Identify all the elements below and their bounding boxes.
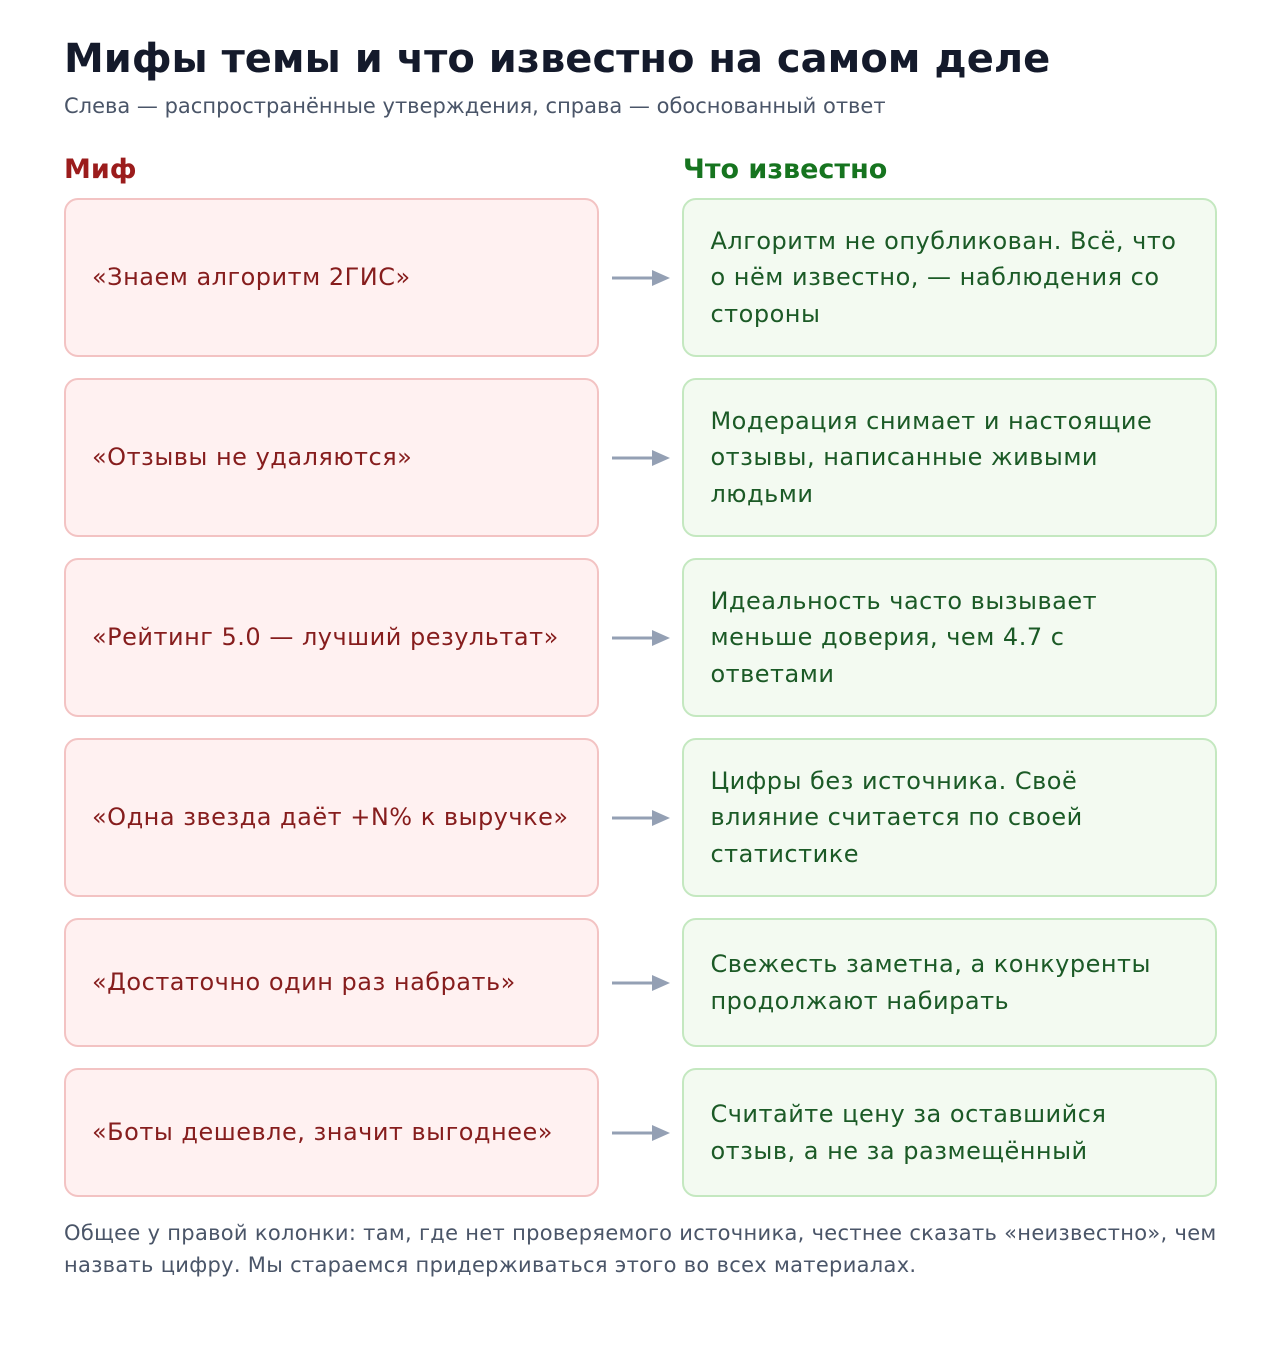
myth-text: «Достаточно один раз набрать» bbox=[92, 968, 516, 997]
myth-text: «Одна звезда даёт +N% к выручке» bbox=[92, 803, 569, 832]
arrow-right-icon bbox=[612, 808, 670, 828]
footnote: Общее у правой колонки: там, где нет проверяемого источника, честнее сказать «неизвестно», чем назвать цифру. Мы стараемся придерживаться этого во всех материалах. bbox=[64, 1221, 1217, 1277]
fact-box bbox=[682, 558, 1217, 717]
fact-box bbox=[682, 1068, 1217, 1197]
connector bbox=[599, 1068, 683, 1197]
arrow-right-icon bbox=[612, 448, 670, 468]
comparison-row bbox=[64, 918, 1217, 1047]
connector bbox=[599, 738, 683, 897]
comparison-row bbox=[64, 738, 1217, 897]
myth-box bbox=[64, 918, 599, 1047]
fact-column-header: Что известно bbox=[683, 154, 888, 185]
page-title: Мифы темы и что известно на самом деле bbox=[64, 36, 1051, 82]
myth-box bbox=[64, 198, 599, 357]
connector bbox=[599, 558, 683, 717]
fact-box bbox=[682, 738, 1217, 897]
connector bbox=[599, 918, 683, 1047]
myth-box bbox=[64, 558, 599, 717]
arrow-right-icon bbox=[612, 1123, 670, 1143]
column-headers bbox=[64, 150, 1217, 190]
fact-text: Считайте цену за оставшийся отзыв, а не за размещённый bbox=[710, 1100, 1107, 1165]
myth-text: «Знаем алгоритм 2ГИС» bbox=[92, 263, 411, 292]
myth-text: «Отзывы не удаляются» bbox=[92, 443, 413, 472]
comparison-row bbox=[64, 558, 1217, 717]
comparison-row bbox=[64, 198, 1217, 357]
connector bbox=[599, 378, 683, 537]
arrow-right-icon bbox=[612, 628, 670, 648]
myth-box bbox=[64, 378, 599, 537]
myth-text: «Боты дешевле, значит выгоднее» bbox=[92, 1118, 553, 1147]
myth-box bbox=[64, 738, 599, 897]
arrow-right-icon bbox=[612, 973, 670, 993]
connector bbox=[599, 198, 683, 357]
fact-box bbox=[682, 198, 1217, 357]
myth-text: «Рейтинг 5.0 — лучший результат» bbox=[92, 623, 559, 652]
fact-text: Свежесть заметна, а конкуренты продолжают набирать bbox=[710, 950, 1151, 1015]
fact-text: Модерация снимает и настоящие отзывы, написанные живыми людьми bbox=[710, 406, 1153, 508]
fact-text: Цифры без источника. Своё влияние считается по своей статистике bbox=[710, 766, 1083, 868]
comparison-row bbox=[64, 378, 1217, 537]
comparison-rows bbox=[64, 198, 1217, 1197]
myth-box bbox=[64, 1068, 599, 1197]
fact-text: Идеальность часто вызывает меньше доверия, чем 4.7 с ответами bbox=[710, 586, 1098, 688]
arrow-right-icon bbox=[612, 268, 670, 288]
myth-column-header: Миф bbox=[64, 154, 137, 185]
comparison-row bbox=[64, 1068, 1217, 1197]
fact-text: Алгоритм не опубликован. Всё, что о нём известно, — наблюдения со стороны bbox=[710, 226, 1177, 328]
myths-diagram bbox=[64, 34, 1217, 1281]
fact-box bbox=[682, 918, 1217, 1047]
page-subtitle: Слева — распространённые утверждения, справа — обоснованный ответ bbox=[64, 94, 886, 118]
fact-box bbox=[682, 378, 1217, 537]
